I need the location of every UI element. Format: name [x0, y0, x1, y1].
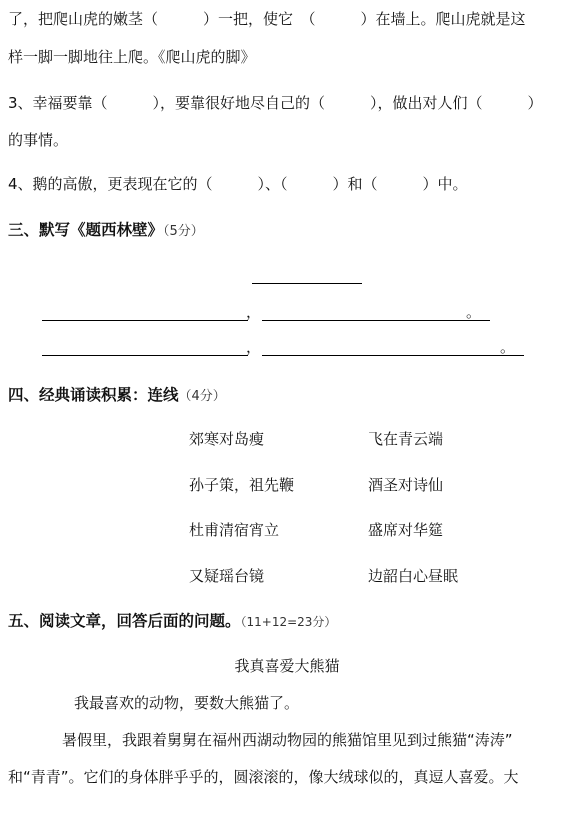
q3-line-2: 的事情。 [8, 131, 69, 149]
section4-heading [8, 385, 226, 407]
q3-line-1: 3、幸福要靠（ ），要靠很好地尽自己的（ ），做出对人们（ ） [8, 94, 543, 112]
q4-line-1: 4、鹅的高傲，更表现在它的（ ）、（ ）和（ ）中。 [8, 175, 468, 193]
section4-score: （4分） [178, 389, 226, 404]
poem-line2-comma: ， [246, 338, 262, 356]
poem-line1-period: 。 [466, 303, 482, 321]
section4-title: 四、经典诵读积累：连线 [8, 386, 179, 404]
section3-heading [8, 220, 204, 242]
poem-line2-blank-a[interactable] [42, 355, 248, 356]
section5-heading [8, 611, 336, 632]
match-right-item[interactable]: 飞在青云端 [368, 430, 444, 448]
poem-title-blank[interactable] [252, 283, 362, 284]
q2-line-2: 样一脚一脚地往上爬。《爬山虎的脚》 [8, 48, 256, 66]
poem-line2-period: 。 [500, 338, 516, 356]
article-para2-line1: 暑假里，我跟着舅舅在福州西湖动物园的熊猫馆里见到过熊猫“涛涛” [62, 731, 513, 749]
article-para2-line2: 和“青青”。它们的身体胖乎乎的，圆滚滚的，像大绒球似的，真逗人喜爱。大 [8, 768, 519, 786]
match-right-item[interactable]: 盛席对华筵 [368, 521, 444, 539]
match-left-item[interactable]: 又疑瑶台镜 [189, 567, 265, 585]
poem-line1-blank-a[interactable] [42, 320, 248, 321]
q2-line-1: 了，把爬山虎的嫩茎（ ）一把，使它 （ ）在墙上。爬山虎就是这 [8, 10, 526, 28]
match-left-item[interactable]: 孙子策，祖先鞭 [189, 476, 295, 494]
match-right-item[interactable]: 边韶白心昼眠 [368, 567, 459, 585]
section5-title: 五、阅读文章，回答后面的问题。 [8, 612, 241, 630]
poem-line2-blank-b[interactable] [262, 355, 524, 356]
article-para1: 我最喜欢的动物，要数大熊猫了。 [74, 694, 300, 712]
section3-score: （5分） [163, 224, 204, 239]
article-title: 我真喜爱大熊猫 [234, 657, 340, 675]
poem-line1-comma: ， [246, 303, 262, 321]
match-left-item[interactable]: 郊寒对岛瘦 [189, 430, 265, 448]
poem-line1-blank-b[interactable] [262, 320, 490, 321]
section5-score: （11+12=23分） [240, 615, 337, 629]
section3-title: 三、默写《题西林壁》 [8, 221, 164, 239]
match-right-item[interactable]: 酒圣对诗仙 [368, 476, 444, 494]
match-left-item[interactable]: 杜甫清宿宵立 [189, 521, 280, 539]
